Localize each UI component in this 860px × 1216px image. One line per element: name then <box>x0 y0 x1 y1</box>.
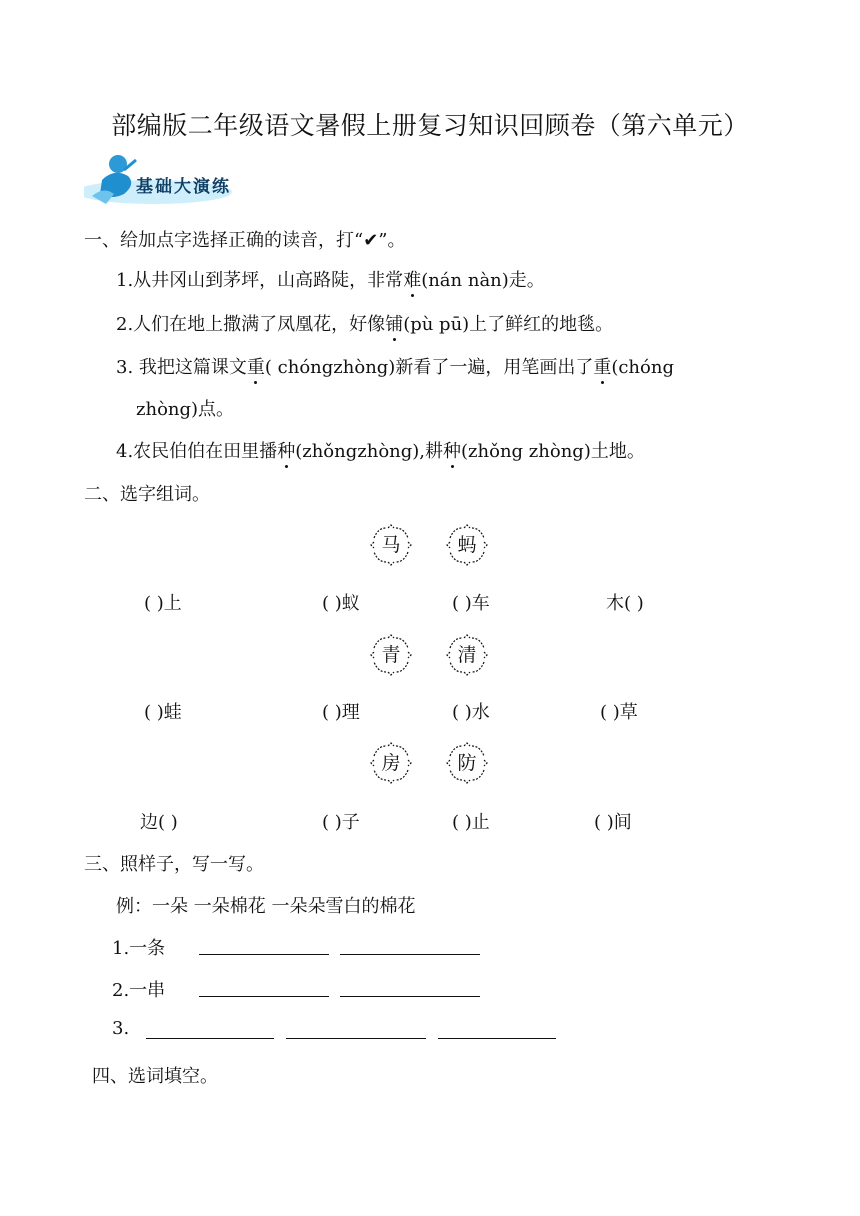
s1-item-3-cont: zhòng)点。 <box>136 399 235 420</box>
char-box <box>446 634 488 676</box>
s1-item-4-post: (zhǒngzhòng),耕 <box>295 441 444 462</box>
s1-item-1-post: (nán nàn)走。 <box>421 270 545 291</box>
answer-line[interactable] <box>199 996 329 997</box>
s1-item-3-dot-char: 重 <box>247 353 265 379</box>
blank-g2-3: ( )水 <box>452 702 490 723</box>
s1-item-3-post-2: (chóng <box>611 357 674 378</box>
char-box-text: 房 <box>381 752 401 774</box>
s1-item-1-dot-char: 难 <box>403 266 421 292</box>
blank-g3-3: ( )止 <box>452 812 490 833</box>
s1-item-3 <box>116 353 674 379</box>
char-box-text: 马 <box>381 534 401 556</box>
answer-line[interactable] <box>340 996 480 997</box>
blank-g2-1: ( )蛙 <box>144 702 182 723</box>
answer-line[interactable] <box>340 954 480 955</box>
s1-item-4-post-2: (zhǒng zhòng)土地。 <box>461 441 645 462</box>
char-box <box>370 634 412 676</box>
s1-item-4 <box>116 437 645 463</box>
char-box <box>446 524 488 566</box>
s3-item-3: 3. <box>112 1018 130 1039</box>
section4-heading: 四、选词填空。 <box>92 1066 218 1087</box>
s3-item-2: 2.一串 <box>112 980 166 1001</box>
char-box <box>370 742 412 784</box>
s3-item-1: 1.一条 <box>112 938 166 959</box>
blank-g1-4: 木( ) <box>606 593 644 614</box>
s1-item-1 <box>116 266 545 292</box>
answer-line[interactable] <box>146 1038 274 1039</box>
s1-item-2 <box>116 310 613 336</box>
s1-item-3-post: ( chóngzhòng)新看了一遍，用笔画出了 <box>264 357 594 378</box>
blank-g1-1: ( )上 <box>144 593 182 614</box>
char-box-text: 清 <box>457 644 477 666</box>
blank-g3-1: 边( ) <box>140 812 178 833</box>
blank-g1-3: ( )车 <box>452 593 490 614</box>
section1-heading: 一、给加点字选择正确的读音，打“✔”。 <box>84 230 406 251</box>
blank-g2-2: ( )理 <box>322 702 360 723</box>
blank-g3-2: ( )子 <box>322 812 360 833</box>
blank-g3-4: ( )间 <box>594 812 632 833</box>
section2-heading: 二、选字组词。 <box>84 484 210 505</box>
blank-g1-2: ( )蚁 <box>322 593 360 614</box>
s1-item-3-pre: 3. 我把这篇课文 <box>116 357 247 378</box>
s3-example: 例：一朵 一朵棉花 一朵朵雪白的棉花 <box>116 896 416 917</box>
answer-line[interactable] <box>199 954 329 955</box>
char-box <box>370 524 412 566</box>
answer-line[interactable] <box>286 1038 426 1039</box>
s1-item-4-dot-char: 种 <box>277 437 295 463</box>
s1-item-2-dot-char: 铺 <box>385 310 403 336</box>
s1-item-4-dot-char-2: 种 <box>443 437 461 463</box>
s1-item-1-pre: 1.从井冈山到茅坪，山高路陡，非常 <box>116 270 404 291</box>
section-logo <box>84 150 254 208</box>
char-box-text: 蚂 <box>457 534 477 556</box>
s1-item-2-post: (pù pū)上了鲜红的地毯。 <box>403 314 614 335</box>
char-box-text: 防 <box>457 752 477 774</box>
page-title: 部编版二年级语文暑假上册复习知识回顾卷（第六单元） <box>111 111 749 140</box>
answer-line[interactable] <box>438 1038 556 1039</box>
logo-text: 基础大演练 <box>136 177 231 197</box>
section3-heading: 三、照样子，写一写。 <box>84 854 264 875</box>
blank-g2-4: ( )草 <box>600 702 638 723</box>
char-box-text: 青 <box>381 644 401 666</box>
char-box <box>446 742 488 784</box>
s1-item-4-pre: 4.农民伯伯在田里播 <box>116 441 278 462</box>
s1-item-3-dot-char-2: 重 <box>593 353 611 379</box>
s1-item-2-pre: 2.人们在地上撒满了凤凰花，好像 <box>116 314 386 335</box>
